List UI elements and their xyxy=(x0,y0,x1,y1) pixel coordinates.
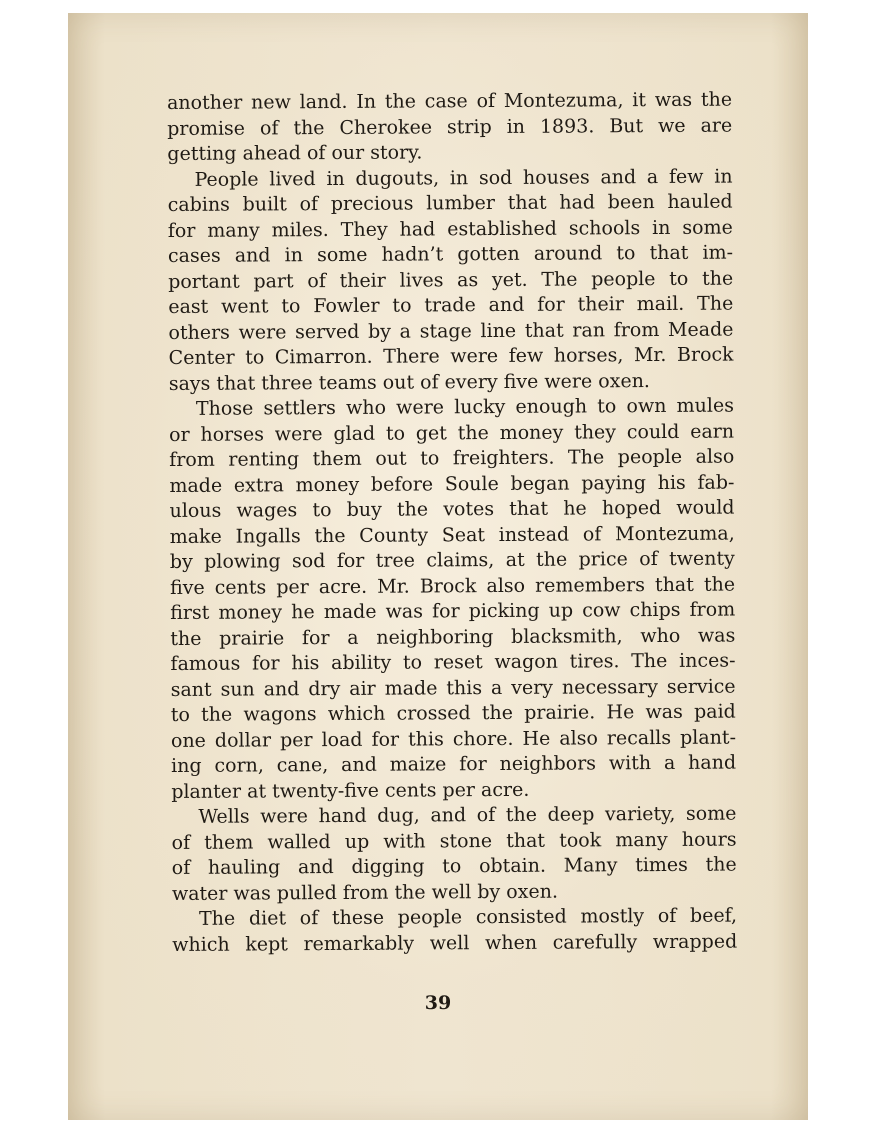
text-line: People lived in dugouts, in sod houses and a few in xyxy=(194,165,733,191)
text-line: others were served by a stage line that ran from Meade xyxy=(168,318,734,344)
text-line: Wells were hand dug, and of the deep variety, some xyxy=(198,802,737,828)
text-line: first money he made was for picking up cow chips from xyxy=(170,598,736,624)
text-line: portant part of their lives as yet. The people to the xyxy=(168,267,734,293)
text-line: The diet of these people consisted mostly of beef, xyxy=(198,904,738,930)
text-line: cabins built of precious lumber that had been hauled xyxy=(167,190,733,216)
text-line: made extra money before Soule began paying his fab- xyxy=(169,471,735,497)
text-line: another new land. In the case of Montezuma, it was the xyxy=(167,88,733,114)
text-line: planter at twenty-five cents per acre. xyxy=(171,778,530,803)
text-line: for many miles. They had established schools in some xyxy=(167,216,733,242)
text-line: make Ingalls the County Seat instead of Montezuma, xyxy=(169,522,735,548)
text-line: east went to Fowler to trade and for their mail. The xyxy=(168,292,734,318)
text-line: cases and in some hadn’t gotten around to that im- xyxy=(167,241,734,267)
body-text xyxy=(167,88,737,958)
page-number: 39 xyxy=(424,992,452,1014)
text-line: sant sun and dry air made this a very necessary service xyxy=(170,675,736,701)
text-line: by plowing sod for tree claims, at the price of twenty xyxy=(169,547,735,573)
text-line: to the wagons which crossed the prairie. He was paid xyxy=(170,700,736,726)
text-line: of them walled up with stone that took many hours xyxy=(171,828,737,854)
text-line: famous for his ability to reset wagon tires. The inces- xyxy=(170,649,736,675)
text-line: promise of the Cherokee strip in 1893. But we are xyxy=(167,114,733,140)
text-line: from renting them out to freighters. The people also xyxy=(169,445,735,471)
book-page xyxy=(68,13,808,1120)
text-line: the prairie for a neighboring blacksmith, who was xyxy=(170,624,736,650)
text-line: says that three teams out of every five were oxen. xyxy=(168,369,651,395)
text-line: which kept remarkably well when carefully wrapped xyxy=(172,930,738,956)
text-line: five cents per acre. Mr. Brock also remembers that the xyxy=(169,573,736,599)
text-line: water was pulled from the well by oxen. xyxy=(171,880,559,905)
text-line: Those settlers who were lucky enough to own mules xyxy=(195,394,734,420)
text-line: Center to Cimarron. There were few horses, Mr. Brock xyxy=(168,343,734,369)
text-line: one dollar per load for this chore. He also recalls plant- xyxy=(170,726,737,752)
text-line: getting ahead of our story. xyxy=(167,141,423,165)
text-line: or horses were glad to get the money they could earn xyxy=(169,420,735,446)
text-line: of hauling and digging to obtain. Many times the xyxy=(171,853,737,879)
text-line: ing corn, cane, and maize for neighbors with a hand xyxy=(171,751,737,777)
text-line: ulous wages to buy the votes that he hoped would xyxy=(169,496,735,522)
